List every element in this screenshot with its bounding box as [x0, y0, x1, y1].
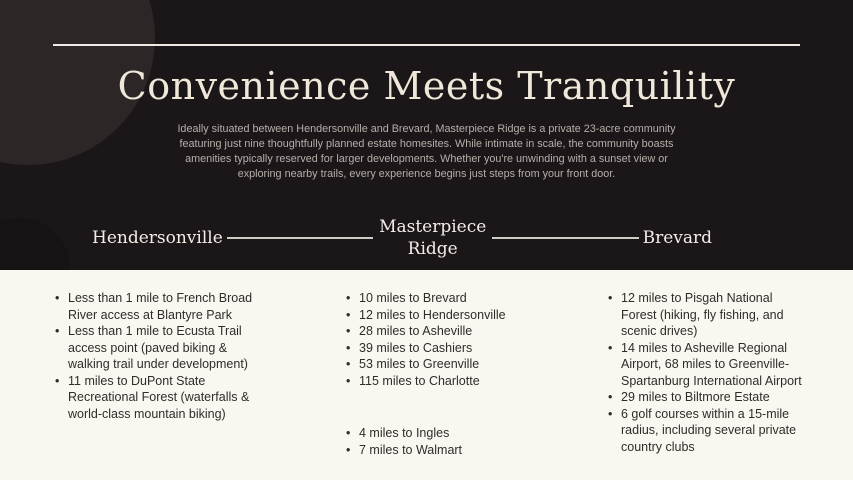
bullet-dot: [346, 442, 350, 459]
bullet-item: [346, 307, 536, 324]
bullet-item-text: 29 miles to Biltmore Estate: [621, 390, 770, 404]
bullet-dot: [55, 373, 59, 390]
bullet-item: [346, 425, 536, 442]
bullet-item-text: 28 miles to Asheville: [359, 324, 473, 338]
bullet-dot: [346, 356, 350, 373]
bullet-item-text: 12 miles to Pisgah National Forest (hiking, fly fishing, and scenic drives): [621, 291, 784, 338]
group-spacer: [346, 389, 536, 425]
bullet-item: [608, 290, 811, 340]
bullet-item-text: 4 miles to Ingles: [359, 426, 450, 440]
bullet-item-text: 14 miles to Asheville Regional Airport, 68 miles to Greenville-Spartanburg International Airport: [621, 340, 802, 388]
diagram-connector-left: [227, 237, 373, 239]
bullet-item: [346, 373, 536, 390]
bullet-item: [55, 323, 260, 373]
circle-decoration-secondary: [0, 218, 70, 270]
bullet-item-text: 12 miles to Hendersonville: [359, 307, 506, 322]
bullet-item: [55, 290, 260, 323]
intro-line: Ideally situated between Hendersonville and Brevard, Masterpiece Ridge is a private 23-acre community: [177, 123, 676, 135]
bullet-item: [346, 340, 536, 357]
bullet-dot: [608, 340, 612, 357]
bullet-item-text: 53 miles to Greenville: [359, 357, 480, 371]
bullet-item-text: 7 miles to Walmart: [359, 442, 463, 457]
column-brevard: [608, 290, 811, 455]
bullet-item: [346, 442, 536, 459]
bullet-dot: [346, 307, 350, 324]
column-masterpiece-ridge: [346, 290, 536, 458]
distance-bullet-list: [346, 290, 536, 389]
diagram-label-brevard: Brevard: [642, 228, 713, 248]
brevard-bullet-list: [608, 290, 811, 455]
bullet-dot: [608, 389, 612, 406]
bullet-item-text: 115 miles to Charlotte: [359, 373, 480, 388]
diagram-label-hendersonville: Hendersonville: [92, 228, 223, 248]
bullet-item-text: 6 golf courses within a 15-mile radius, including several private country clubs: [621, 406, 797, 454]
bullet-dot: [346, 290, 350, 307]
intro-line: exploring nearby trails, every experience begins just steps from your front door.: [237, 168, 616, 180]
bullet-item: [346, 356, 536, 373]
bullet-dot: [55, 323, 59, 340]
bullet-dot: [608, 406, 612, 423]
bullet-dot: [55, 290, 59, 307]
bullet-item-text: 39 miles to Cashiers: [359, 340, 473, 355]
hendersonville-bullet-list: [55, 290, 260, 422]
bullet-dot: [346, 340, 350, 357]
diagram-label-masterpiece-ridge: [377, 216, 488, 260]
bullet-item-text: 10 miles to Brevard: [359, 291, 467, 305]
intro-paragraph: [0, 122, 853, 182]
bullet-item: [608, 340, 811, 390]
errand-bullet-list: [346, 425, 536, 458]
bullet-item: [55, 373, 260, 423]
bullet-dot: [608, 290, 612, 307]
bullet-item-text: Less than 1 mile to French Broad River access at Blantyre Park: [68, 291, 253, 322]
top-divider: [53, 44, 800, 46]
bullet-dot: [346, 425, 350, 442]
diagram-center-line1: Masterpiece: [379, 217, 487, 237]
column-hendersonville: [55, 290, 260, 422]
bullet-item-text: Less than 1 mile to Ecusta Trail access point (paved biking & walking trail under development): [68, 324, 248, 371]
page-title: Convenience Meets Tranquility: [117, 64, 736, 108]
bullet-dot: [346, 373, 350, 390]
bullet-item: [608, 406, 811, 456]
bullet-item: [346, 290, 536, 307]
bullet-item: [608, 389, 811, 406]
bullet-dot: [346, 323, 350, 340]
intro-line: amenities typically reserved for larger developments. Whether you're unwinding with a sunset view or: [185, 153, 668, 165]
bullet-item-text: 11 miles to DuPont State Recreational Forest (waterfalls & world-class mountain biking): [68, 373, 250, 421]
diagram-connector-right: [492, 237, 638, 239]
location-diagram: [92, 212, 712, 264]
intro-line: featuring just nine thoughtfully planned estate homesites. While intimate in scale, the community boasts: [179, 138, 674, 150]
bullet-item: [346, 323, 536, 340]
diagram-center-line2: Ridge: [407, 239, 458, 259]
